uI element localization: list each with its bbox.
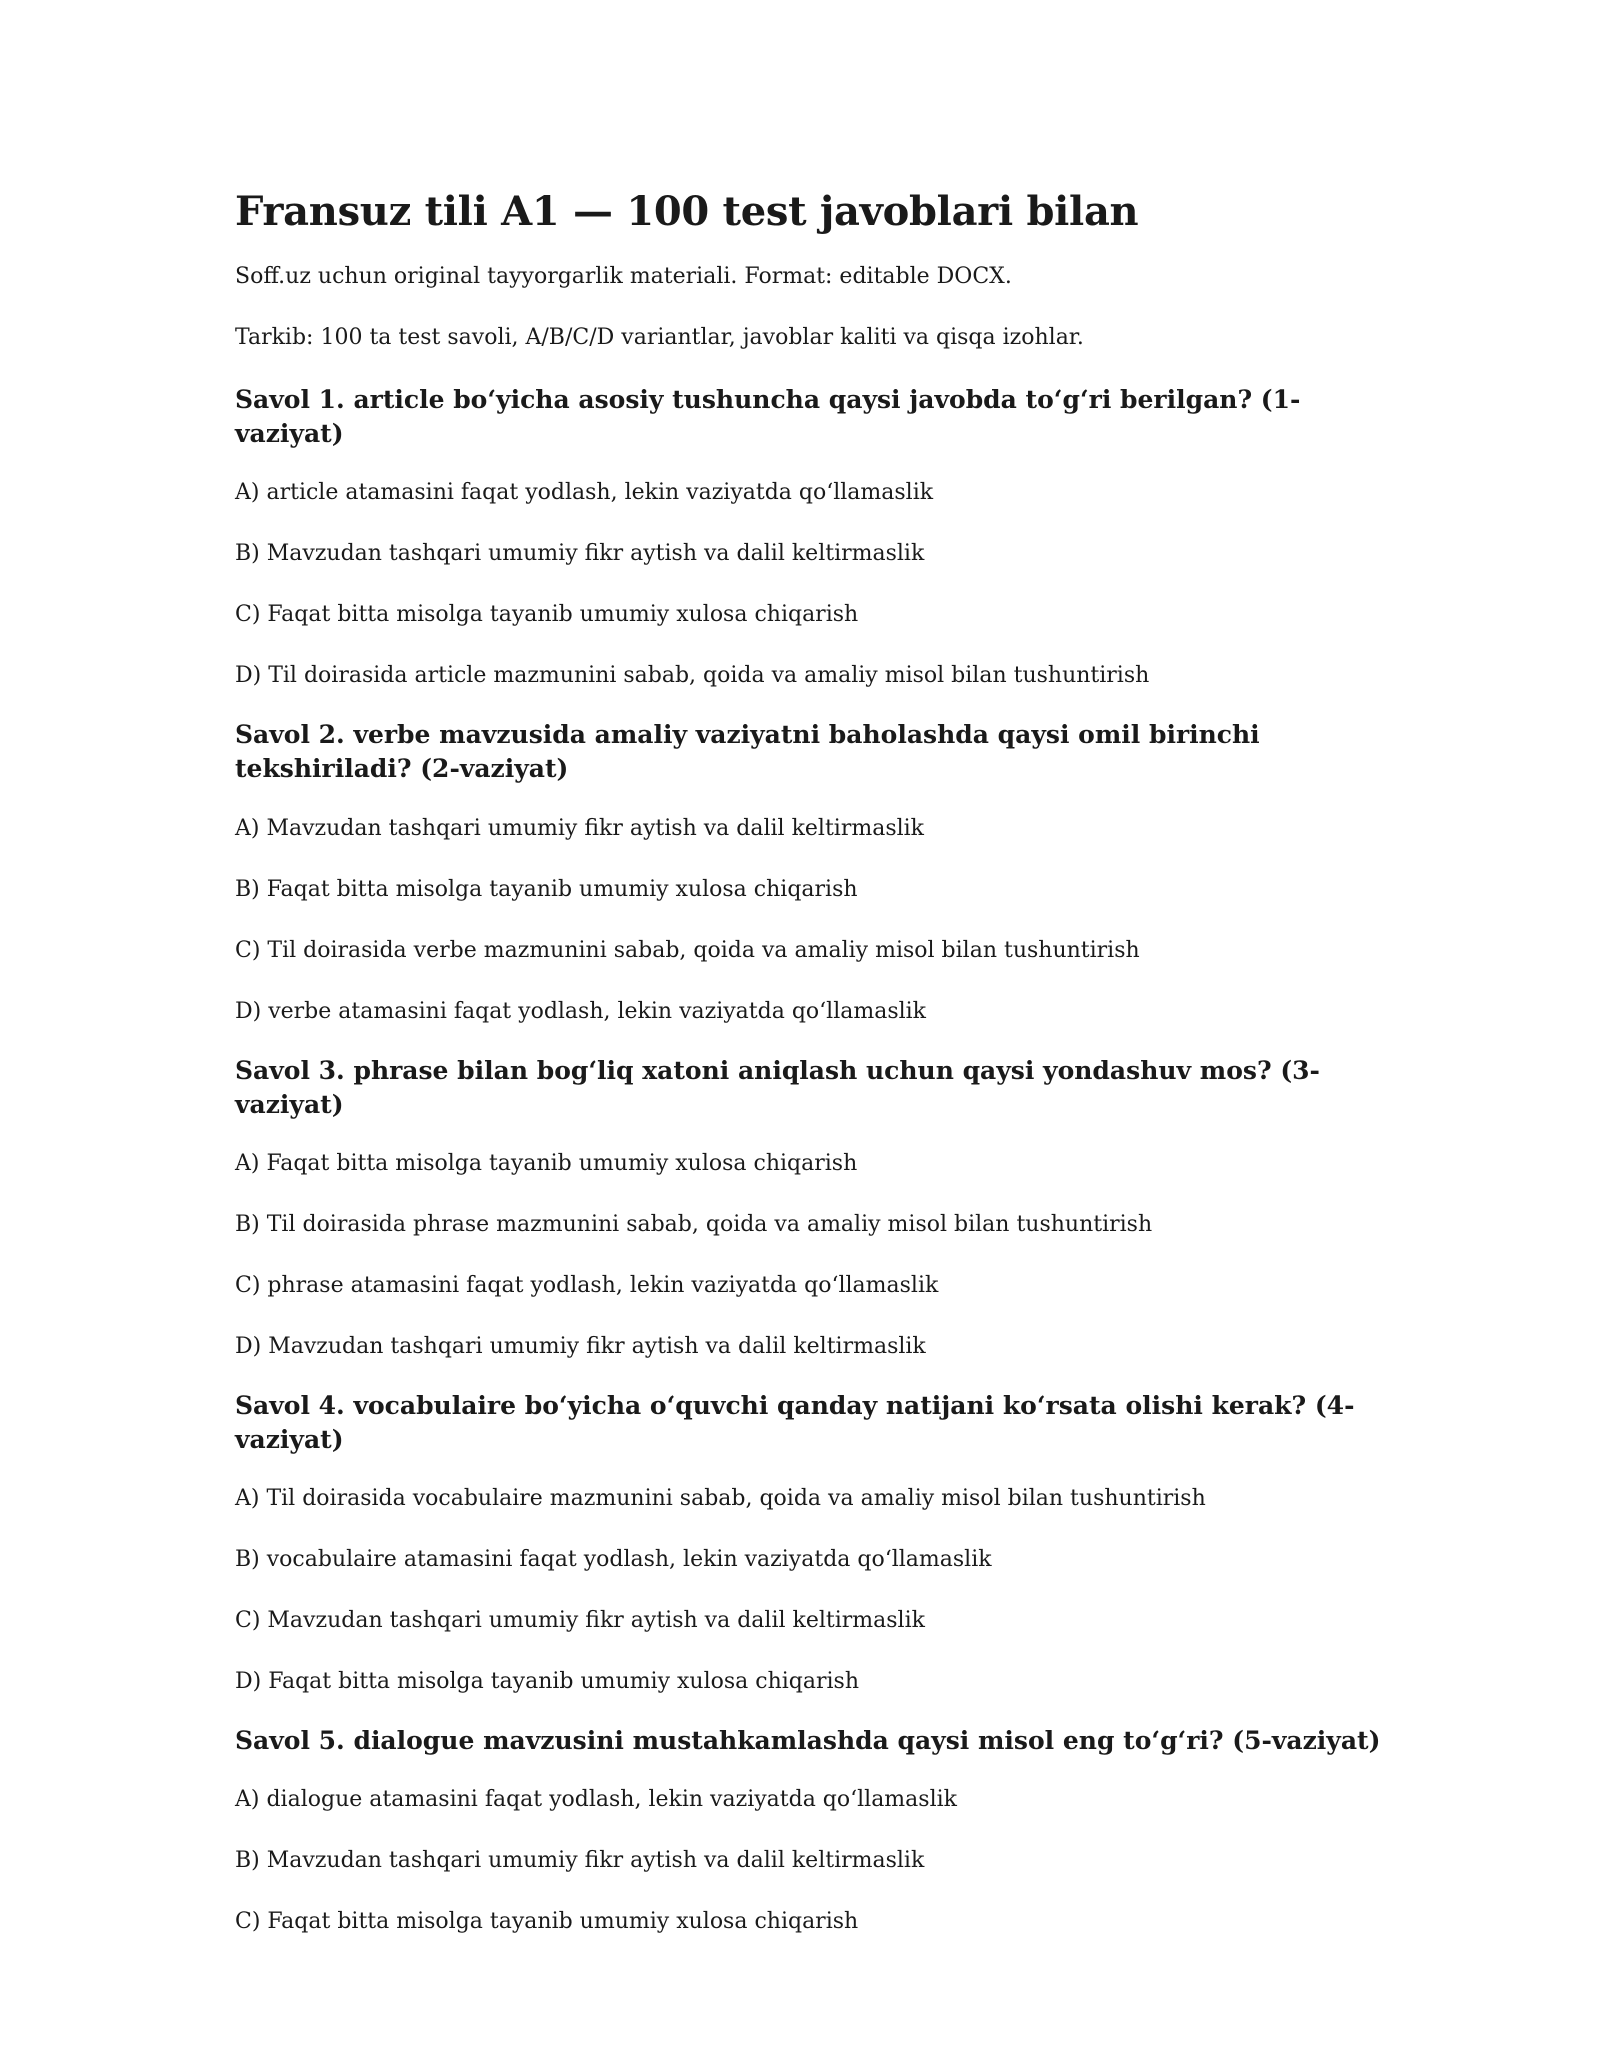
- question-text: Savol 4. vocabulaire bo‘yicha o‘quvchi qanday natijani ko‘rsata olishi kerak? (4-vaziyat): [235, 1391, 1355, 1454]
- option-b: B) Mavzudan tashqari umumiy fikr aytish va dalil keltirmaslik: [235, 541, 925, 566]
- question-text: Savol 3. phrase bilan bog‘liq xatoni aniqlash uchun qaysi yondashuv mos? (3-vaziyat): [235, 1056, 1320, 1119]
- document-title: Fransuz tili A1 — 100 test javoblari bilan: [235, 188, 1139, 235]
- option-b: B) Mavzudan tashqari umumiy fikr aytish va dalil keltirmaslik: [235, 1848, 925, 1873]
- option-a: A) Faqat bitta misolga tayanib umumiy xulosa chiqarish: [235, 1151, 858, 1176]
- option-b: B) vocabulaire atamasini faqat yodlash, lekin vaziyatda qo‘llamaslik: [235, 1547, 992, 1572]
- option-d: D) Til doirasida article mazmunini sabab, qoida va amaliy misol bilan tushuntirish: [235, 663, 1150, 688]
- option-c: C) phrase atamasini faqat yodlash, lekin vaziyatda qo‘llamaslik: [235, 1273, 939, 1298]
- option-c: C) Mavzudan tashqari umumiy fikr aytish va dalil keltirmaslik: [235, 1608, 925, 1633]
- question-5: [235, 1724, 1385, 1937]
- question-text: Savol 5. dialogue mavzusini mustahkamlashda qaysi misol eng to‘g‘ri? (5-vaziyat): [235, 1726, 1381, 1755]
- option-a: A) Mavzudan tashqari umumiy fikr aytish va dalil keltirmaslik: [235, 816, 925, 841]
- option-d: D) verbe atamasini faqat yodlash, lekin vaziyatda qo‘llamaslik: [235, 999, 927, 1024]
- intro-source-line: Soff.uz uchun original tayyorgarlik materiali. Format: editable DOCX.: [235, 264, 1012, 289]
- intro-contents-line: Tarkib: 100 ta test savoli, A/B/C/D variantlar, javoblar kaliti va qisqa izohlar.: [235, 325, 1084, 350]
- option-a: A) dialogue atamasini faqat yodlash, lekin vaziyatda qo‘llamaslik: [235, 1787, 957, 1812]
- option-c: C) Til doirasida verbe mazmunini sabab, qoida va amaliy misol bilan tushuntirish: [235, 938, 1140, 963]
- question-text: Savol 2. verbe mavzusida amaliy vaziyatni baholashda qaysi omil birinchi tekshiriladi? (2-vaziyat): [235, 720, 1260, 783]
- question-3: [235, 1054, 1385, 1362]
- option-b: B) Faqat bitta misolga tayanib umumiy xulosa chiqarish: [235, 877, 858, 902]
- question-1: [235, 383, 1385, 691]
- question-text: Savol 1. article bo‘yicha asosiy tushuncha qaysi javobda to‘g‘ri berilgan? (1-vaziyat): [235, 385, 1301, 448]
- document-page: [235, 186, 1385, 1964]
- question-2: [235, 718, 1385, 1027]
- option-d: D) Faqat bitta misolga tayanib umumiy xulosa chiqarish: [235, 1669, 860, 1694]
- option-c: C) Faqat bitta misolga tayanib umumiy xulosa chiqarish: [235, 602, 859, 627]
- question-4: [235, 1389, 1385, 1697]
- option-a: A) Til doirasida vocabulaire mazmunini sabab, qoida va amaliy misol bilan tushuntirish: [235, 1486, 1206, 1511]
- option-c: C) Faqat bitta misolga tayanib umumiy xulosa chiqarish: [235, 1909, 859, 1934]
- option-d: D) Mavzudan tashqari umumiy fikr aytish va dalil keltirmaslik: [235, 1334, 926, 1359]
- option-a: A) article atamasini faqat yodlash, lekin vaziyatda qo‘llamaslik: [235, 480, 934, 505]
- option-b: B) Til doirasida phrase mazmunini sabab, qoida va amaliy misol bilan tushuntirish: [235, 1212, 1153, 1237]
